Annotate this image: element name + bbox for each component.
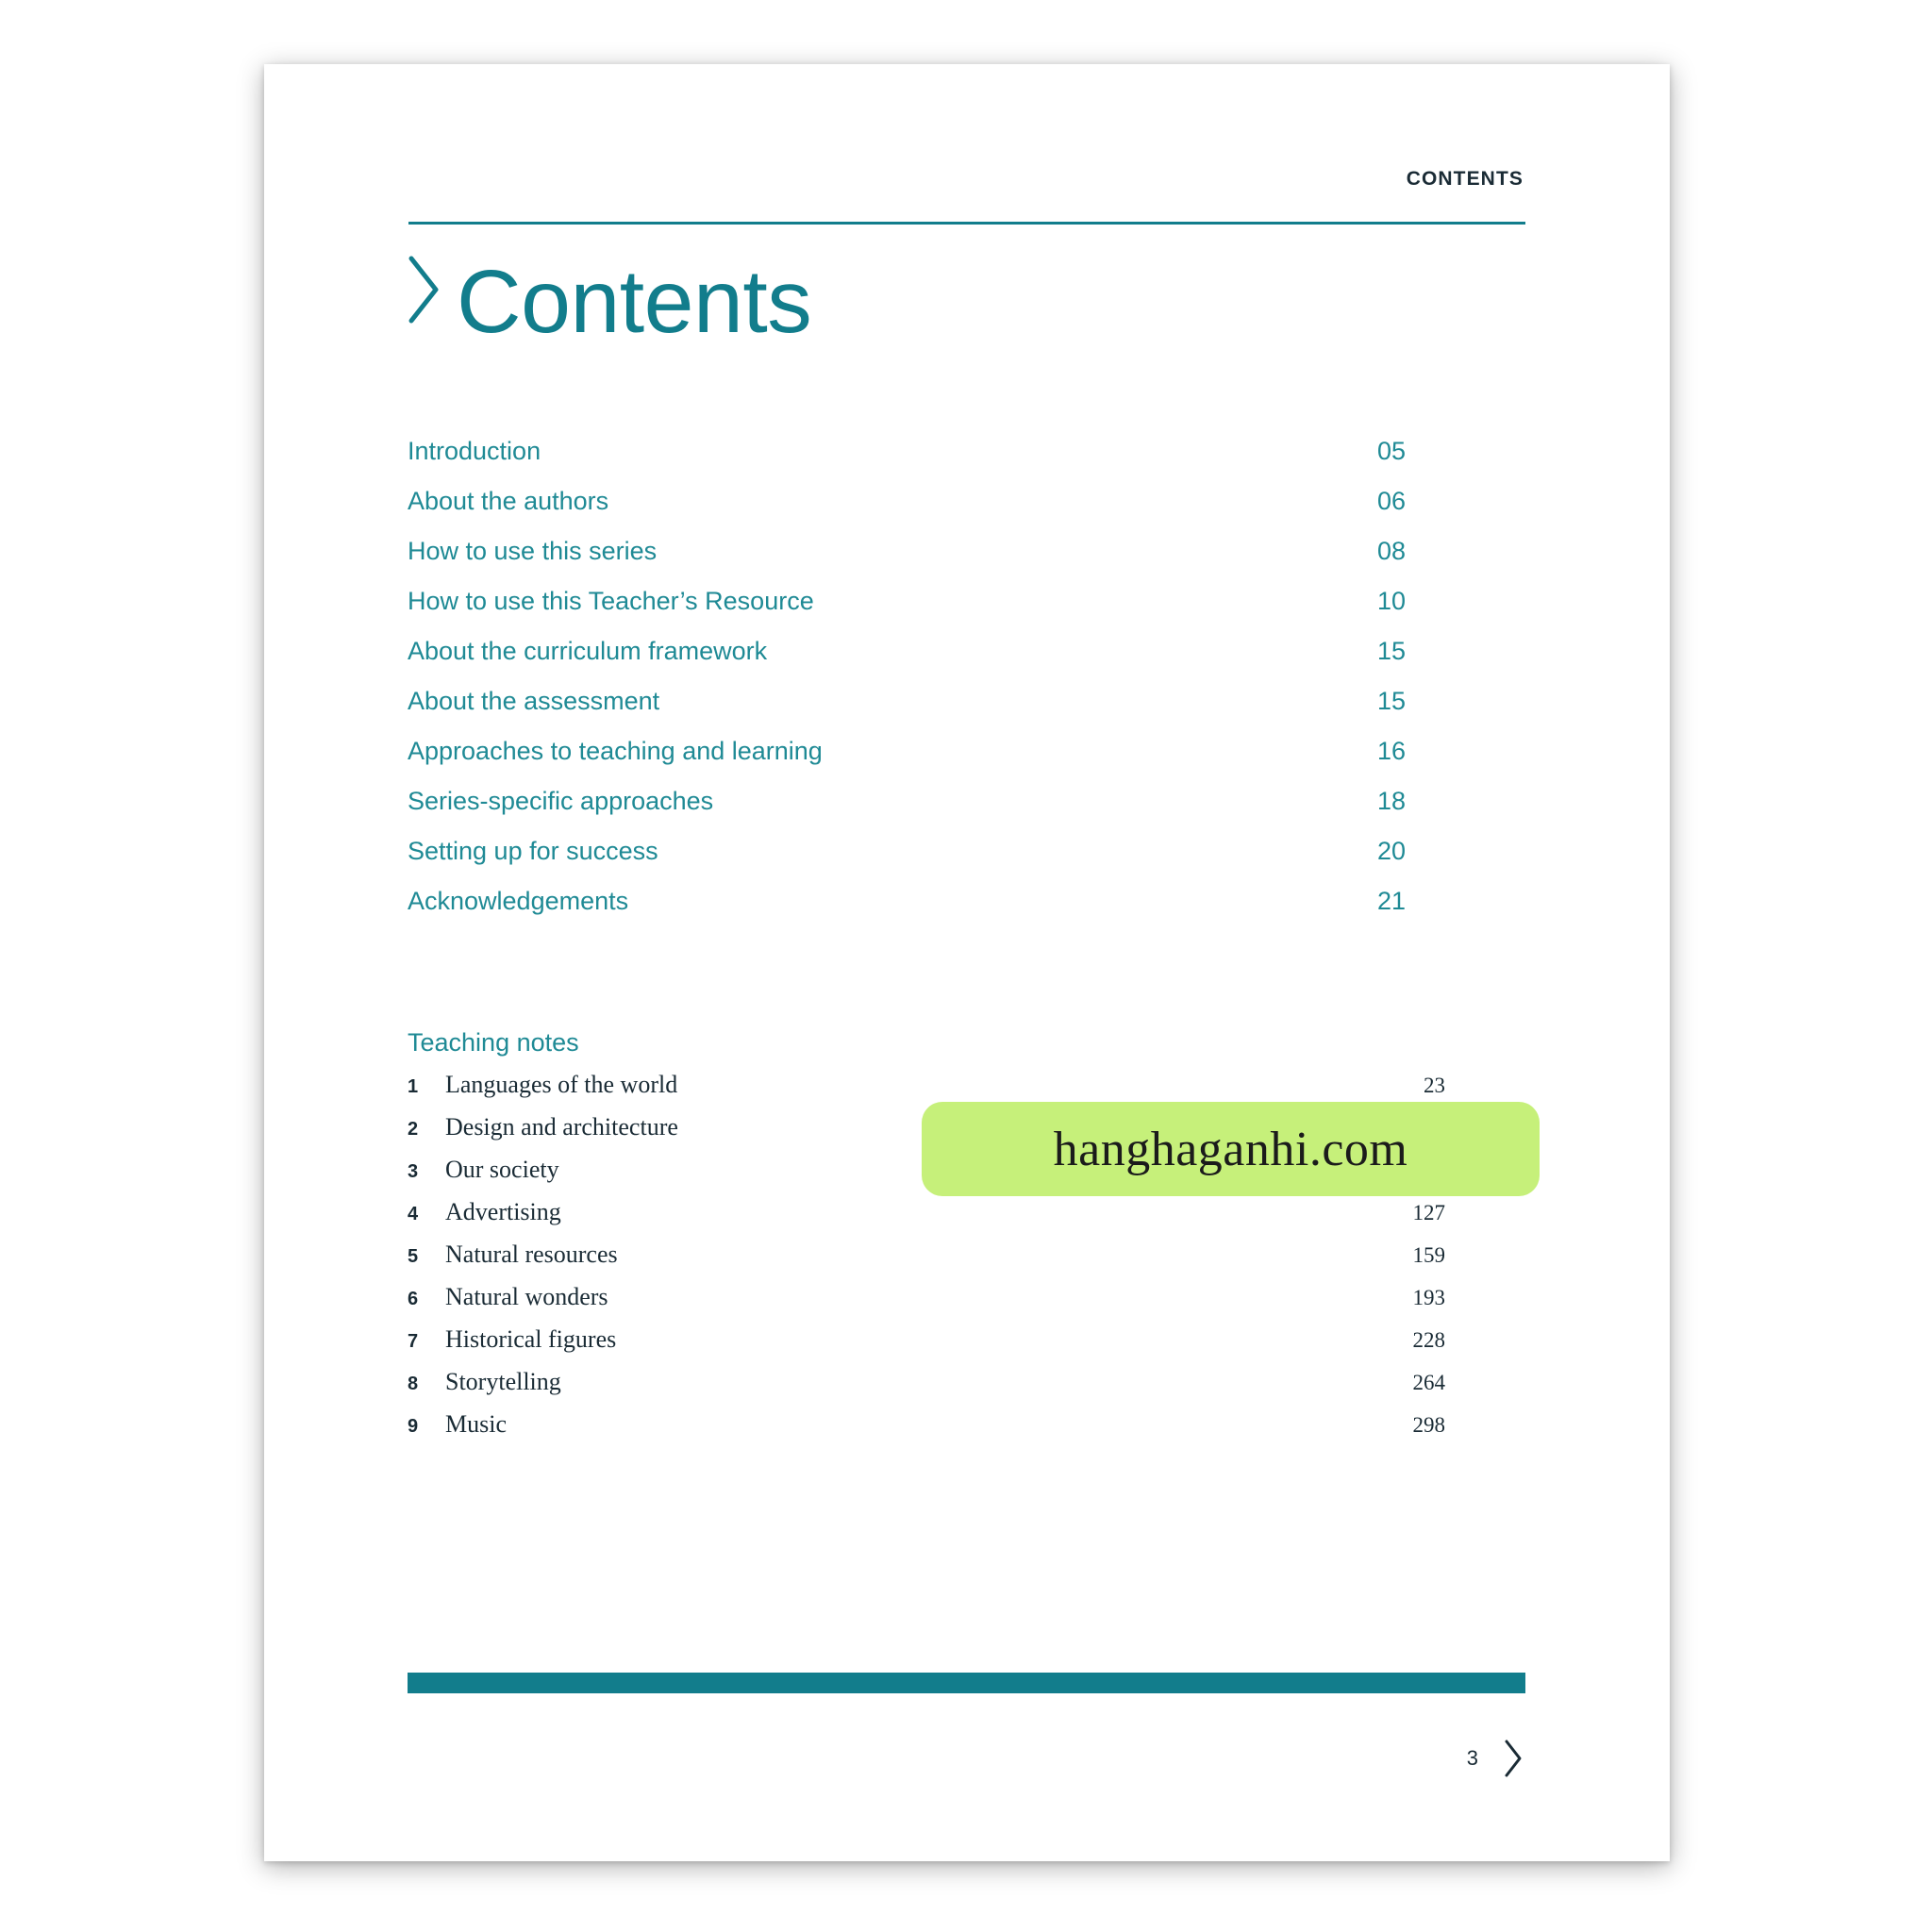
toc-entry-label: About the assessment — [408, 687, 660, 715]
toc-entry[interactable] — [408, 887, 1525, 937]
chapter-page: 127 — [1412, 1201, 1445, 1224]
header-rule — [408, 222, 1525, 225]
watermark-badge — [922, 1102, 1540, 1196]
chapter-entry[interactable] — [408, 1241, 1525, 1283]
toc-entry-label: How to use this series — [408, 537, 658, 565]
folio-number: 3 — [1466, 1746, 1478, 1770]
chapter-page: 228 — [1412, 1328, 1445, 1352]
front-matter-list — [408, 437, 1525, 937]
toc-entry-page: 18 — [1377, 787, 1407, 815]
chapter-page: 264 — [1412, 1371, 1445, 1394]
toc-entry-page: 20 — [1377, 837, 1407, 865]
toc-entry-page: 06 — [1377, 487, 1407, 515]
toc-entry-page: 08 — [1377, 537, 1407, 565]
toc-entry[interactable] — [408, 737, 1525, 787]
chapter-title: Design and architecture — [445, 1113, 678, 1141]
toc-entry[interactable] — [408, 587, 1525, 637]
toc-entry-page: 21 — [1377, 887, 1407, 915]
chapter-title: Advertising — [445, 1198, 561, 1225]
chapter-entry[interactable] — [408, 1325, 1525, 1368]
chapter-title: Languages of the world — [445, 1071, 678, 1098]
toc-entry-label: Series-specific approaches — [408, 787, 714, 815]
chapter-page: 298 — [1412, 1413, 1445, 1437]
toc-entry-page: 05 — [1377, 437, 1407, 465]
toc-entry-label: About the authors — [408, 487, 609, 515]
chapter-title: Natural wonders — [445, 1283, 608, 1310]
page-folio — [1467, 1739, 1524, 1778]
chapter-page: 159 — [1412, 1243, 1445, 1267]
toc-entry[interactable] — [408, 537, 1525, 587]
toc-entry-page: 15 — [1377, 637, 1407, 665]
toc-entry[interactable] — [408, 637, 1525, 687]
chapter-entry[interactable] — [408, 1368, 1525, 1410]
toc-entry[interactable] — [408, 837, 1525, 887]
toc-entry[interactable] — [408, 787, 1525, 837]
toc-entry-label: Setting up for success — [408, 837, 658, 865]
document-page — [264, 64, 1670, 1861]
toc-entry-label: How to use this Teacher’s Resource — [408, 587, 814, 615]
teaching-notes-heading: Teaching notes — [408, 1028, 579, 1057]
toc-entry[interactable] — [408, 487, 1525, 537]
footer-bar — [408, 1673, 1525, 1693]
chevron-right-icon — [406, 253, 443, 326]
chapter-number: 2 — [408, 1119, 419, 1140]
chapter-number: 7 — [408, 1331, 419, 1352]
toc-entry-page: 10 — [1377, 587, 1407, 615]
toc-entry-label: Approaches to teaching and learning — [408, 737, 823, 765]
chapter-number: 3 — [408, 1161, 419, 1182]
toc-entry-label: Introduction — [408, 437, 541, 465]
chapter-title: Storytelling — [445, 1368, 561, 1395]
chapter-number: 1 — [408, 1076, 419, 1097]
toc-entry-label: About the curriculum framework — [408, 637, 768, 665]
watermark-text: hanghaganhi.com — [1053, 1122, 1408, 1176]
chapter-entry[interactable] — [408, 1283, 1525, 1325]
toc-entry-page: 16 — [1377, 737, 1407, 765]
toc-entry[interactable] — [408, 437, 1525, 487]
chapter-number: 4 — [408, 1204, 419, 1224]
chapter-entry[interactable] — [408, 1198, 1525, 1241]
chapter-title: Historical figures — [445, 1325, 617, 1353]
chapter-page: 23 — [1424, 1074, 1445, 1097]
running-head: CONTENTS — [1406, 168, 1524, 190]
chapter-page: 193 — [1412, 1286, 1445, 1309]
chapter-title: Our society — [445, 1156, 559, 1183]
chapter-number: 8 — [408, 1374, 419, 1394]
toc-entry-label: Acknowledgements — [408, 887, 629, 915]
page-title — [406, 252, 812, 352]
chapter-title: Natural resources — [445, 1241, 618, 1268]
toc-entry-page: 15 — [1377, 687, 1407, 715]
chapter-number: 5 — [408, 1246, 419, 1267]
chevron-right-icon — [1503, 1739, 1524, 1778]
chapter-entry[interactable] — [408, 1410, 1525, 1453]
chapter-number: 9 — [408, 1416, 419, 1437]
chapter-title: Music — [445, 1410, 507, 1438]
page-title-text: Contents — [457, 252, 812, 352]
toc-entry[interactable] — [408, 687, 1525, 737]
chapter-number: 6 — [408, 1289, 419, 1309]
